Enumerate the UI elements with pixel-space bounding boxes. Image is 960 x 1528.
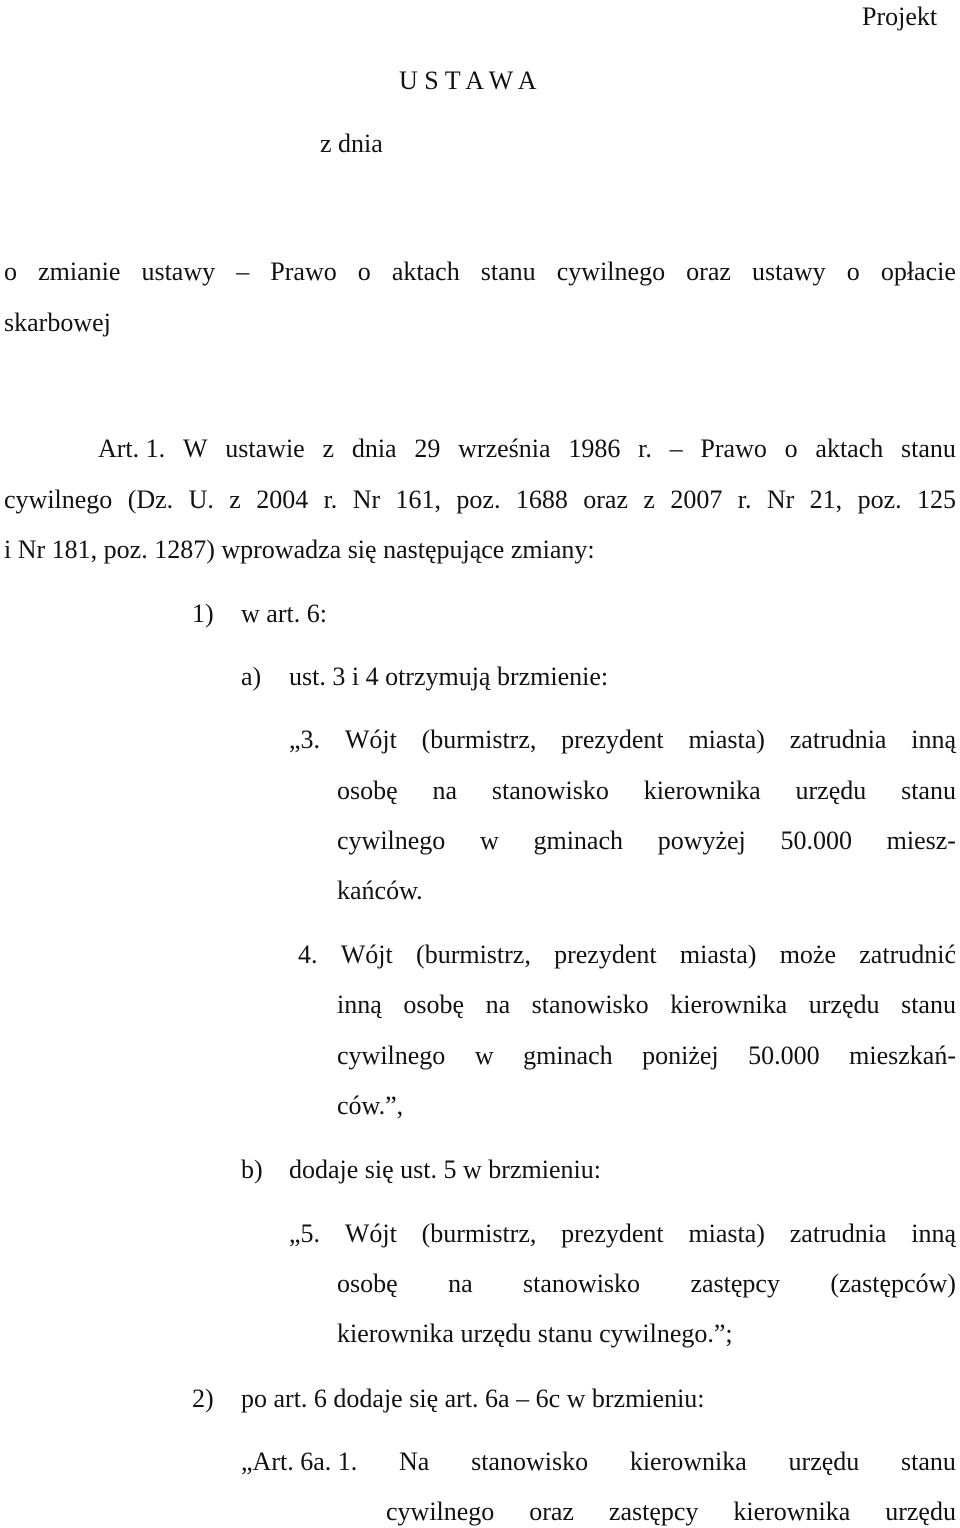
project-label: Projekt — [862, 2, 938, 31]
word: U. — [188, 485, 214, 514]
word: kierownika — [629, 1447, 747, 1476]
word: poniżej — [642, 1041, 719, 1070]
word: – — [236, 257, 250, 286]
word: (burmistrz, — [421, 1219, 537, 1248]
word: na — [448, 1269, 473, 1298]
word: stanowisko — [471, 1447, 589, 1476]
word: r. — [737, 485, 752, 514]
word: na — [485, 990, 511, 1019]
word: kierownika — [670, 990, 788, 1019]
word: oraz — [686, 257, 731, 286]
word: „5. — [289, 1219, 321, 1248]
word: Na — [399, 1447, 430, 1476]
ust4-line-4: ców.”, — [337, 1091, 404, 1120]
word: Wójt — [344, 725, 397, 754]
word: W — [182, 434, 208, 463]
word: ustawy — [751, 257, 826, 286]
word: Art. 1. — [98, 434, 166, 463]
document-title: U S T A W A — [399, 66, 537, 95]
document-date: z dnia — [320, 129, 383, 158]
word: Wójt — [344, 1219, 397, 1248]
point-1-text: w art. 6: — [241, 599, 327, 628]
word: o — [4, 257, 17, 286]
word: Nr — [352, 485, 381, 514]
word: września — [458, 434, 551, 463]
word: oraz — [583, 485, 628, 514]
word: stanu — [901, 776, 956, 805]
word: – — [669, 434, 683, 463]
word: (zastępców) — [830, 1269, 956, 1298]
word: cywilnego — [556, 257, 666, 286]
word: o — [357, 257, 371, 286]
point-1a-text: ust. 3 i 4 otrzymują brzmienie: — [289, 662, 609, 691]
word: prezydent — [561, 725, 664, 754]
word: Prawo — [700, 434, 767, 463]
word: 29 — [414, 434, 441, 463]
subject-line-2: skarbowej — [4, 308, 111, 337]
ust3-line-1 — [289, 727, 956, 753]
word: cywilnego — [337, 1041, 446, 1070]
word: gminach — [533, 826, 623, 855]
word: prezydent — [561, 1219, 664, 1248]
word: osobę — [403, 990, 464, 1019]
ust4-line-3 — [337, 1043, 956, 1069]
point-1b-text: dodaje się ust. 5 w brzmieniu: — [289, 1155, 601, 1184]
ust5-line-3: kierownika urzędu stanu cywilnego.”; — [337, 1319, 733, 1348]
word: zmianie — [38, 257, 121, 286]
word: „3. — [289, 725, 321, 754]
art1-line-1 — [98, 436, 956, 462]
point-1-number: 1) — [192, 599, 214, 628]
word: 2007 — [670, 485, 723, 514]
word: z — [229, 485, 241, 514]
word: na — [432, 776, 458, 805]
word: prezydent — [554, 940, 657, 969]
word: w — [480, 826, 499, 855]
word: 2004 — [256, 485, 309, 514]
word: Nr — [766, 485, 795, 514]
ust3-line-3 — [337, 828, 956, 854]
point-2-number: 2) — [192, 1384, 214, 1413]
word: dnia — [351, 434, 397, 463]
word: r. — [323, 485, 338, 514]
word: (Dz. — [127, 485, 174, 514]
word: 1986 — [568, 434, 621, 463]
ust3-line-4: kańców. — [337, 876, 423, 905]
word: „Art. 6a. 1. — [241, 1447, 358, 1476]
subject-line-1 — [4, 259, 956, 285]
word: z — [322, 434, 335, 463]
ust4-line-1 — [298, 942, 956, 968]
word: zastępcy — [608, 1497, 699, 1526]
word: r. — [638, 434, 652, 463]
word: cywilnego — [4, 485, 113, 514]
word: (burmistrz, — [421, 725, 537, 754]
word: inną — [337, 990, 382, 1019]
art6a-line-1 — [241, 1449, 956, 1475]
word: zatrudnia — [789, 725, 887, 754]
word: poz. — [456, 485, 501, 514]
word: z — [643, 485, 655, 514]
word: miasta) — [679, 940, 757, 969]
word: poz. — [857, 485, 902, 514]
word: w — [474, 1041, 494, 1070]
word: o — [846, 257, 860, 286]
word: miesz- — [886, 826, 956, 855]
word: osobę — [337, 1269, 398, 1298]
word: urzędu — [795, 776, 867, 805]
word: miasta) — [688, 1219, 765, 1248]
ust5-line-1 — [289, 1221, 956, 1247]
point-1b-letter: b) — [241, 1155, 263, 1184]
word: kierownika — [643, 776, 761, 805]
word: urzędu — [808, 990, 880, 1019]
point-1a-letter: a) — [241, 662, 262, 691]
word: oraz — [529, 1497, 574, 1526]
word: aktach — [815, 434, 884, 463]
art6a-line-2 — [386, 1499, 956, 1525]
word: urzędu — [885, 1497, 956, 1526]
word: 50.000 — [780, 826, 852, 855]
word: stanowisko — [491, 776, 609, 805]
word: ustawie — [225, 434, 305, 463]
word: urzędu — [788, 1447, 860, 1476]
word: zatrudnia — [789, 1219, 887, 1248]
word: stanu — [901, 434, 956, 463]
word: 1688 — [515, 485, 568, 514]
word: inną — [911, 725, 956, 754]
ust4-line-2 — [337, 992, 956, 1018]
word: powyżej — [657, 826, 746, 855]
point-2-text: po art. 6 dodaje się art. 6a – 6c w brzmieniu: — [241, 1384, 705, 1413]
word: mieszkań- — [849, 1041, 956, 1070]
word: o — [784, 434, 798, 463]
art1-line-2 — [4, 487, 956, 513]
word: 161, — [395, 485, 442, 514]
word: może — [779, 940, 836, 969]
ust5-line-2 — [337, 1271, 956, 1297]
word: opłacie — [880, 257, 956, 286]
word: 21, — [809, 485, 843, 514]
word: stanu — [901, 1447, 956, 1476]
word: stanowisko — [523, 1269, 641, 1298]
word: 125 — [917, 485, 956, 514]
word: (burmistrz, — [416, 940, 531, 969]
word: inną — [911, 1219, 956, 1248]
word: zatrudnić — [859, 940, 956, 969]
word: Prawo — [270, 257, 337, 286]
word: miasta) — [688, 725, 765, 754]
art1-line-3: i Nr 181, poz. 1287) wprowadza się następujące zmiany: — [4, 535, 595, 564]
word: gminach — [523, 1041, 613, 1070]
word: kierownika — [733, 1497, 851, 1526]
word: 4. — [298, 940, 318, 969]
word: stanu — [901, 990, 956, 1019]
word: osobę — [337, 776, 398, 805]
ust3-line-2 — [337, 778, 956, 804]
word: zastępcy — [690, 1269, 780, 1298]
word: aktach — [391, 257, 460, 286]
word: 50.000 — [748, 1041, 820, 1070]
word: Wójt — [340, 940, 393, 969]
word: stanu — [480, 257, 536, 286]
word: ustawy — [141, 257, 216, 286]
word: stanowisko — [531, 990, 649, 1019]
word: cywilnego — [386, 1497, 495, 1526]
word: cywilnego — [337, 826, 446, 855]
